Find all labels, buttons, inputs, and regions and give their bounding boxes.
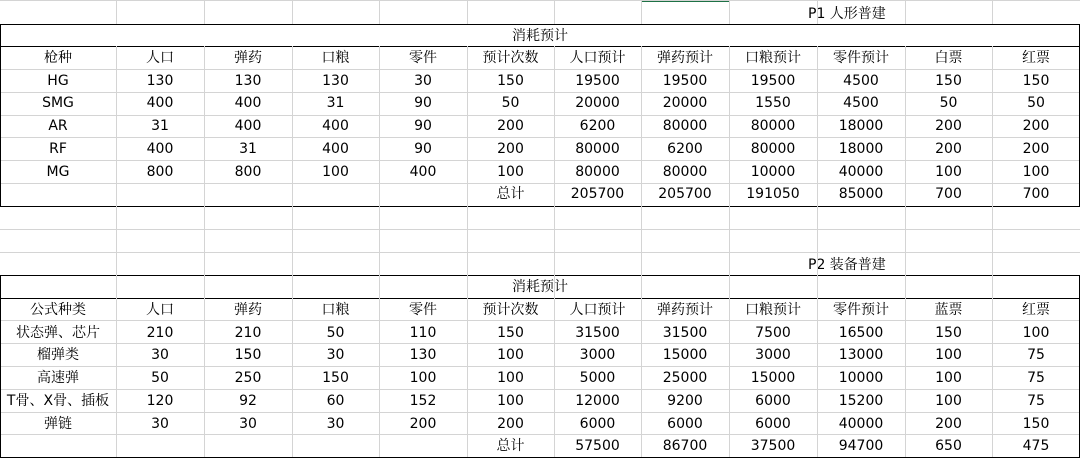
table-cell[interactable]: 19500	[575, 72, 620, 89]
grid-horizontal-line	[0, 24, 1080, 25]
column-header[interactable]: 预计次数	[482, 302, 539, 318]
table-cell[interactable]: 150	[1022, 415, 1050, 432]
table-cell[interactable]: 80000	[575, 163, 620, 180]
table-cell[interactable]: 20000	[662, 95, 708, 112]
table-cell[interactable]: 150	[497, 324, 524, 341]
grid-vertical-line	[379, 0, 380, 24]
table-cell[interactable]: 25000	[662, 370, 708, 387]
total-cell[interactable]	[204, 183, 292, 205]
table-cell[interactable]: T骨、X骨、插板	[6, 392, 110, 409]
table-cell[interactable]: MG	[46, 163, 70, 180]
table-cell[interactable]: RF	[49, 140, 67, 157]
total-cell[interactable]: 475	[1022, 438, 1050, 455]
table-cell[interactable]: 100	[1022, 163, 1050, 180]
table-cell[interactable]: 210	[234, 324, 262, 341]
table-cell[interactable]: 90	[414, 118, 432, 135]
table-cell[interactable]: 90	[414, 95, 432, 112]
column-header[interactable]: 白票	[934, 50, 963, 66]
table-cell[interactable]: 40000	[838, 415, 884, 432]
table-cell[interactable]: 18000	[838, 118, 884, 135]
table-cell[interactable]: 4500	[843, 72, 879, 89]
table-cell[interactable]: 200	[497, 140, 524, 157]
table-cell[interactable]: SMG	[42, 95, 74, 112]
total-cell[interactable]	[292, 435, 379, 457]
grid-vertical-line	[292, 206, 293, 252]
total-cell[interactable]: 205700	[658, 186, 712, 203]
column-header[interactable]: 弹药预计	[657, 302, 713, 318]
table-cell[interactable]: 50	[1027, 95, 1045, 112]
column-header[interactable]: 枪种	[44, 50, 72, 66]
grid-vertical-line	[817, 0, 818, 24]
column-header[interactable]: 口粮	[321, 302, 350, 318]
table-cell[interactable]: 92	[239, 392, 257, 409]
table-cell[interactable]: 210	[146, 324, 174, 341]
total-cell[interactable]: 总计	[496, 186, 525, 203]
grid-vertical-line	[116, 206, 117, 252]
table-cell[interactable]: 16500	[838, 324, 884, 341]
grid-vertical-line	[817, 252, 818, 298]
table-cell[interactable]: 30	[414, 72, 432, 89]
section2-heading[interactable]: P2 装备普建	[808, 257, 886, 273]
table-cell[interactable]: 31500	[662, 324, 708, 341]
table-cell[interactable]: 6000	[667, 415, 703, 432]
column-header[interactable]: 口粮	[321, 50, 350, 66]
table-cell[interactable]: 6200	[579, 118, 616, 135]
table-cell[interactable]: 12000	[575, 392, 620, 409]
table-cell[interactable]: 40000	[838, 163, 884, 180]
total-cell[interactable]: 205700	[570, 186, 625, 203]
grid-vertical-line	[379, 252, 380, 298]
table-cell[interactable]: 100	[935, 163, 962, 180]
column-header[interactable]: 弹药	[234, 302, 262, 318]
grid-vertical-line	[729, 0, 730, 24]
grid-vertical-line	[204, 206, 205, 252]
table-cell[interactable]: 31500	[575, 324, 620, 341]
table-cell[interactable]: 110	[409, 324, 437, 341]
table-cell[interactable]: 200	[935, 415, 962, 432]
table-cell[interactable]: 100	[322, 163, 349, 180]
table-cell[interactable]: 80000	[750, 118, 796, 135]
column-header[interactable]: 预计次数	[482, 50, 539, 66]
total-cell[interactable]	[204, 435, 292, 457]
grid-vertical-line	[116, 0, 117, 24]
total-cell[interactable]: 191050	[746, 186, 800, 203]
grid-vertical-line	[641, 252, 642, 298]
table-cell[interactable]: 400	[409, 163, 437, 180]
table-cell[interactable]: 5000	[579, 370, 616, 387]
table-cell[interactable]: 400	[322, 140, 349, 157]
table-cell[interactable]: 800	[146, 163, 174, 180]
total-cell[interactable]	[0, 183, 116, 205]
grid-vertical-line	[992, 252, 993, 298]
table-cell[interactable]: 弹链	[44, 415, 72, 432]
table-cell[interactable]: 75	[1027, 347, 1045, 364]
table-cell[interactable]: 19500	[750, 72, 796, 89]
table-cell[interactable]: 150	[935, 72, 962, 89]
column-header[interactable]: 弹药预计	[657, 50, 713, 66]
total-cell[interactable]	[379, 435, 467, 457]
table-cell[interactable]: 250	[234, 370, 262, 387]
grid-vertical-line	[292, 0, 293, 24]
table-cell[interactable]: 31	[151, 118, 169, 135]
column-header[interactable]: 公式种类	[30, 302, 86, 318]
table-cell[interactable]: 30	[326, 347, 345, 364]
total-cell[interactable]	[379, 183, 467, 205]
table-cell[interactable]: 19500	[662, 72, 708, 89]
table-cell[interactable]: 15200	[838, 392, 884, 409]
table-cell[interactable]: 200	[1022, 140, 1050, 157]
table-cell[interactable]: 400	[322, 118, 349, 135]
grid-vertical-line	[467, 252, 468, 298]
table-cell[interactable]: 200	[1022, 118, 1050, 135]
table-cell[interactable]: 150	[234, 347, 262, 364]
grid-vertical-line	[204, 0, 205, 24]
column-header[interactable]: 人口	[146, 50, 174, 66]
table-cell[interactable]: 100	[935, 347, 962, 364]
table-cell[interactable]: 200	[935, 118, 962, 135]
table-cell[interactable]: AR	[48, 118, 68, 135]
table-cell[interactable]: 150	[497, 72, 524, 89]
column-header[interactable]: 红票	[1022, 50, 1050, 66]
column-header[interactable]: 人口预计	[569, 50, 626, 66]
table-cell[interactable]: 400	[146, 140, 174, 157]
table-cell[interactable]: 100	[1022, 324, 1050, 341]
grid-vertical-line	[641, 206, 642, 252]
total-cell[interactable]: 37500	[750, 438, 796, 455]
grid-vertical-line	[905, 252, 906, 298]
total-cell[interactable]: 650	[935, 438, 962, 455]
column-header[interactable]: 零件	[409, 50, 437, 66]
grid-vertical-line	[554, 206, 555, 252]
table-cell[interactable]: 150	[1022, 72, 1050, 89]
table-cell[interactable]: HG	[47, 72, 69, 89]
table-cell[interactable]: 6000	[755, 392, 791, 409]
table-cell[interactable]: 60	[326, 392, 345, 409]
column-header[interactable]: 人口	[146, 302, 174, 318]
total-cell[interactable]: 57500	[575, 438, 620, 455]
total-cell[interactable]: 总计	[496, 438, 525, 455]
column-header[interactable]: 零件预计	[833, 50, 889, 66]
grid-horizontal-line	[0, 252, 1080, 253]
total-cell[interactable]	[116, 435, 204, 457]
table-cell[interactable]: 80000	[662, 118, 708, 135]
grid-vertical-line	[992, 0, 993, 24]
table-cell[interactable]: 4500	[843, 95, 879, 112]
table-cell[interactable]: 100	[497, 370, 524, 387]
grid-horizontal-line	[0, 229, 1080, 230]
table-cell[interactable]: 200	[409, 415, 437, 432]
table-cell[interactable]: 6000	[755, 415, 791, 432]
table-cell[interactable]: 状态弹、芯片	[16, 324, 100, 341]
table-cell[interactable]: 30	[151, 347, 169, 364]
table-cell[interactable]: 75	[1027, 392, 1045, 409]
table-cell[interactable]: 30	[239, 415, 257, 432]
column-header[interactable]: 口粮预计	[745, 302, 801, 318]
table-cell[interactable]: 7500	[755, 324, 791, 341]
table-cell[interactable]: 200	[497, 415, 524, 432]
table-cell[interactable]: 10000	[838, 370, 884, 387]
table-cell[interactable]: 30	[151, 415, 169, 432]
column-header[interactable]: 人口预计	[569, 302, 626, 318]
section2-subheading[interactable]: 消耗预计	[512, 279, 568, 295]
table-cell[interactable]: 100	[497, 347, 524, 364]
table-cell[interactable]: 10000	[750, 163, 796, 180]
table-cell[interactable]: 50	[326, 324, 345, 341]
table-cell[interactable]: 100	[409, 370, 437, 387]
table-cell[interactable]: 50	[151, 370, 169, 387]
table-cell[interactable]: 130	[409, 347, 437, 364]
table-cell[interactable]: 高速弹	[37, 370, 79, 387]
column-header[interactable]: 红票	[1022, 302, 1050, 318]
column-header[interactable]: 零件	[409, 302, 437, 318]
grid-vertical-line	[817, 206, 818, 252]
grid-vertical-line	[292, 252, 293, 298]
column-header[interactable]: 弹药	[234, 50, 262, 66]
table-cell[interactable]: 6000	[579, 415, 616, 432]
table-cell[interactable]: 100	[497, 392, 524, 409]
total-cell[interactable]: 94700	[838, 438, 884, 455]
table-cell[interactable]: 6200	[667, 140, 703, 157]
table-cell[interactable]: 13000	[838, 347, 884, 364]
grid-vertical-line	[204, 252, 205, 298]
table-cell[interactable]: 31	[326, 95, 345, 112]
grid-vertical-line	[641, 0, 642, 24]
table-cell[interactable]: 80000	[662, 163, 708, 180]
table-cell[interactable]: 90	[414, 140, 432, 157]
table-cell[interactable]: 80000	[575, 140, 620, 157]
section1-subheading[interactable]: 消耗预计	[512, 28, 568, 44]
grid-horizontal-line	[0, 206, 1080, 207]
grid-vertical-line	[992, 206, 993, 252]
table-cell[interactable]: 榴弹类	[37, 347, 79, 364]
grid-vertical-line	[467, 0, 468, 24]
total-cell[interactable]	[116, 183, 204, 205]
table-cell[interactable]: 400	[234, 95, 262, 112]
total-cell[interactable]: 700	[1022, 186, 1050, 203]
table-cell[interactable]: 20000	[575, 95, 620, 112]
table-cell[interactable]: 150	[322, 370, 349, 387]
section1-heading[interactable]: P1 人形普建	[808, 6, 886, 22]
table-cell[interactable]: 200	[497, 118, 524, 135]
column-header[interactable]: 蓝票	[934, 302, 963, 318]
table-cell[interactable]: 100	[497, 163, 524, 180]
grid-vertical-line	[554, 0, 555, 24]
table-cell[interactable]: 130	[234, 72, 262, 89]
table-cell[interactable]: 15000	[750, 370, 796, 387]
table-cell[interactable]: 15000	[662, 347, 708, 364]
grid-vertical-line	[729, 206, 730, 252]
table-cell[interactable]: 152	[409, 392, 437, 409]
total-cell[interactable]	[0, 435, 116, 457]
table-cell[interactable]: 100	[935, 392, 962, 409]
column-header[interactable]: 口粮预计	[745, 50, 801, 66]
table-cell[interactable]: 130	[146, 72, 174, 89]
table-cell[interactable]: 200	[935, 140, 962, 157]
grid-vertical-line	[116, 252, 117, 298]
grid-horizontal-line	[0, 0, 1080, 1]
table-cell[interactable]: 1550	[755, 95, 791, 112]
table-cell[interactable]: 50	[501, 95, 520, 112]
table-cell[interactable]: 30	[326, 415, 345, 432]
table-cell[interactable]: 120	[146, 392, 174, 409]
grid-vertical-line	[379, 206, 380, 252]
table-cell[interactable]: 150	[935, 324, 962, 341]
table-cell[interactable]: 31	[239, 140, 257, 157]
column-header[interactable]: 零件预计	[833, 302, 889, 318]
table-cell[interactable]: 3000	[579, 347, 616, 364]
total-cell[interactable]: 700	[935, 186, 962, 203]
table-cell[interactable]: 50	[939, 95, 958, 112]
table-cell[interactable]: 3000	[755, 347, 791, 364]
table-cell[interactable]: 130	[322, 72, 349, 89]
table-cell[interactable]: 75	[1027, 370, 1045, 387]
table-cell[interactable]: 400	[234, 118, 262, 135]
table-cell[interactable]: 18000	[838, 140, 884, 157]
grid-vertical-line	[467, 206, 468, 252]
grid-vertical-line	[905, 0, 906, 24]
table-cell[interactable]: 400	[146, 95, 174, 112]
grid-vertical-line	[729, 252, 730, 298]
table-cell[interactable]: 800	[234, 163, 262, 180]
grid-vertical-line	[905, 206, 906, 252]
total-cell[interactable]: 86700	[662, 438, 708, 455]
table-cell[interactable]: 100	[935, 370, 962, 387]
total-cell[interactable]	[292, 183, 379, 205]
table-cell[interactable]: 80000	[750, 140, 796, 157]
total-cell[interactable]: 85000	[838, 186, 884, 203]
grid-horizontal-line	[0, 275, 1080, 276]
grid-vertical-line	[554, 252, 555, 298]
table-cell[interactable]: 9200	[667, 392, 703, 409]
